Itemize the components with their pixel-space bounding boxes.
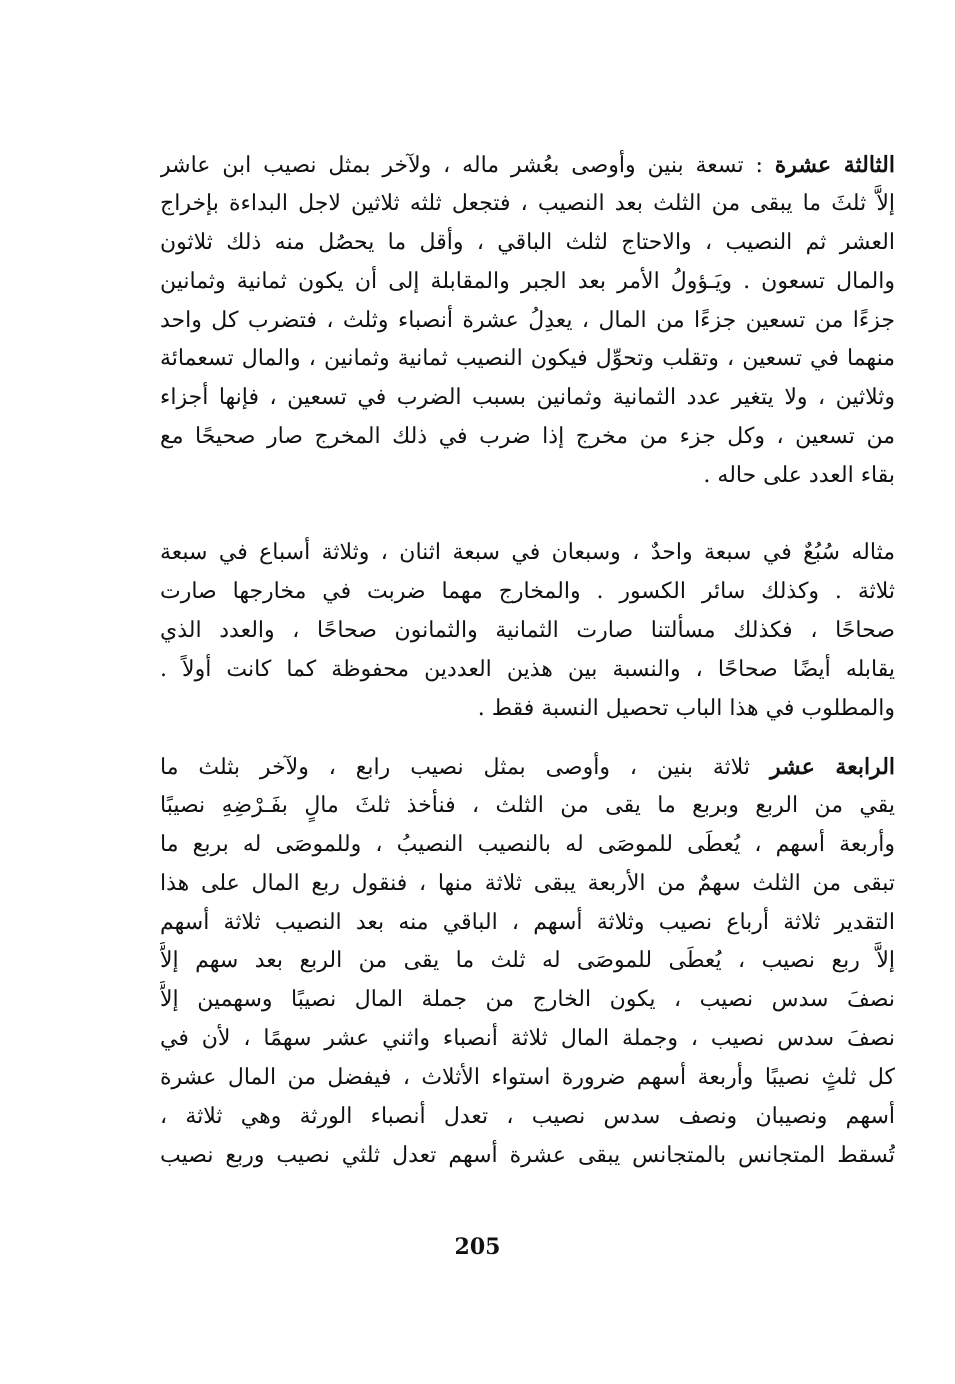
text-line: إلاَّ ربع نصيب ، يُعطَى للموصَى له ثلث ما يقى من الربع بعد سهم إلاَّ bbox=[160, 948, 895, 974]
text-line: والمطلوب في هذا الباب تحصيل النسبة فقط . bbox=[477, 695, 895, 721]
text-line: منهما في تسعين ، وتقلب وتحوِّل فيكون النصيب ثمانية وثمانين ، والمال تسعمائة bbox=[160, 346, 895, 372]
text-line: يقابله أيضًا صحاحًا ، والنسبة بين هذين العددين محفوظة كما كانت أولاً . bbox=[160, 656, 895, 682]
text-line: جزءًا من تسعين جزءًا من المال ، يعدِلُ عشرة أنصباء وثلث ، فتضرب كل واحد bbox=[160, 307, 895, 333]
text-line: وأربعة أسهم ، يُعطَى للموصَى له بالنصيب النصيبُ ، وللموصَى له بربع ما bbox=[160, 831, 895, 857]
paragraph-lead: الثالثة عشرة bbox=[774, 152, 895, 178]
text-line: الرابعة عشر ثلاثة بنين ، وأوصى بمثل نصيب رابع ، ولآخر بثلث ما bbox=[160, 754, 895, 780]
text-line: نصفَ سدس نصيب ، وجملة المال ثلاثة أنصباء واثني عشر سهمًا ، لأن في bbox=[160, 1026, 895, 1052]
paragraph-2 bbox=[160, 534, 895, 728]
text-line: نصفَ سدس نصيب ، يكون الخارج من جملة المال نصيبًا وسهمين إلاَّ bbox=[160, 987, 895, 1013]
text-line: الثالثة عشرة : تسعة بنين وأوصى بعُشر ماله ، ولآخر بمثل نصيب ابن عاشر bbox=[160, 152, 895, 178]
page-number: 205 bbox=[454, 1234, 501, 1260]
text-line: تُسقط المتجانس بالمتجانس يبقى عشرة أسهم تعدل ثلثي نصيب وربع نصيب bbox=[160, 1142, 895, 1168]
text-line: وثلاثين ، ولا يتغير عدد الثمانية وثمانين بسبب الضرب في تسعين ، فإنها أجزاء bbox=[160, 385, 895, 411]
text-line: صحاحًا ، فكذلك مسألتنا صارت الثمانية والثمانون صحاحًا ، والعدد الذي bbox=[160, 617, 895, 643]
text-line: كل ثلثٍ نصيبًا وأربعة أسهم ضرورة استواء الأثلاث ، فيفضل من المال عشرة bbox=[160, 1065, 895, 1091]
paragraph-3 bbox=[160, 748, 895, 1176]
text-line: بقاء العدد على حاله . bbox=[703, 463, 895, 489]
text-line: يقي من الربع وبربع ما يقى من الثلث ، فنأخذ ثلثَ مالٍ بفَـرْضِهِ نصيبًا bbox=[160, 792, 895, 818]
paragraph-lead: الرابعة عشر bbox=[769, 754, 895, 780]
text-line: تبقى من الثلث سهمٌ من الأربعة يبقى ثلاثة منها ، فنقول ربع المال على هذا bbox=[160, 870, 895, 896]
text-line: من تسعين ، وكل جزء من مخرج إذا ضرب في ذلك المخرج صار صحيحًا مع bbox=[160, 424, 895, 450]
text-line: إلاَّ ثلثَ ما يبقى من الثلث بعد النصيب ، فتجعل ثلثه ثلاثين لاجل البداءة بإخراج bbox=[160, 190, 895, 216]
text-line: التقدير ثلاثة أرباع نصيب وثلاثة أسهم ، الباقي منه بعد النصيب ثلاثة أسهم bbox=[160, 909, 895, 935]
text-line: مثاله سُبُعٌ في سبعة واحدٌ ، وسبعان في سبعة اثنان ، وثلاثة أسباع في سبعة bbox=[160, 540, 895, 565]
paragraph-1 bbox=[160, 146, 895, 496]
text-line: أسهم ونصيبان ونصف سدس نصيب ، تعدل أنصباء الورثة وهي ثلاثة ، bbox=[160, 1104, 895, 1130]
text-line: العشر ثم النصيب ، والاحتاج لثلث الباقي ، وأقل ما يحصُل منه ذلك ثلاثون bbox=[160, 229, 895, 255]
text-line: والمال تسعون . ويَـؤولُ الأمر بعد الجبر والمقابلة إلى أن يكون ثمانية وثمانين bbox=[160, 268, 895, 294]
text-line: ثلاثة . وكذلك سائر الكسور . والمخارج مهما ضربت في مخارجها صارت bbox=[160, 578, 895, 604]
